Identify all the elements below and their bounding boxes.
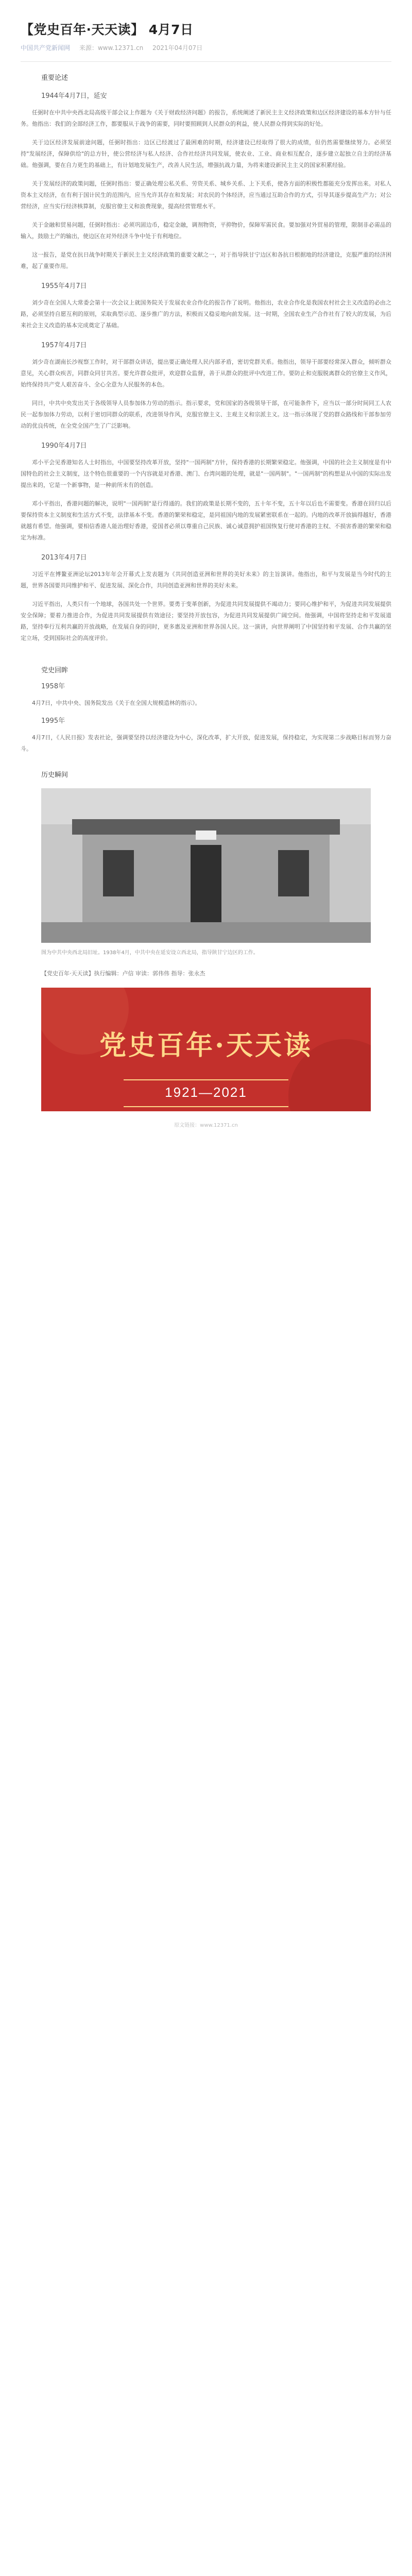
banner-title: 党史百年·天天读 bbox=[99, 1030, 313, 1061]
footer-source-link[interactable]: 原文链接：www.12371.cn bbox=[174, 1123, 238, 1128]
event-date: 1957年4月7日 bbox=[41, 342, 87, 349]
historic-building-image bbox=[41, 788, 371, 943]
photo-caption: 图为中共中央西北局旧址。1938年4月，中共中央在延安设立西北局，指导陕甘宁边区的工作。 bbox=[41, 950, 259, 956]
event-date: 2013年4月7日 bbox=[41, 554, 87, 562]
event-paragraph: 关于金融和贸易问题，任弼时指出：必须巩固边币，稳定金融，调剂物资，平抑物价，保障军需民食。要加强对外贸易的管理，限制非必需品的输入，鼓励土产的输出，使边区在对外经济斗争中处于有利地位。 bbox=[21, 222, 391, 240]
article-meta bbox=[21, 43, 391, 52]
event-paragraph: 这一报告，是党在抗日战争时期关于新民主主义经济政策的重要文献之一，对于指导陕甘宁边区和各抗日根据地的经济建设，克服严重的经济困难，起了重要作用。 bbox=[21, 251, 391, 269]
meta-site-link[interactable]: 中国共产党新闻网 bbox=[21, 44, 71, 52]
event-paragraph: 邓小平会见香港知名人士时指出，中国要坚持改革开放，坚持"一国两制"方针，保持香港的长期繁荣稳定。他强调，中国的社会主义制度是有中国特色的社会主义制度，这个特色很重要的一个内容就是对香港、澳门、台湾问题的处理，就是"一国两制"。"一国两制"的构想是从中国的实际出发提出来的，它是一个新事物，是一种前所未有的创造。 bbox=[21, 459, 391, 488]
banner-years: 1921—2021 bbox=[165, 1084, 247, 1100]
event-paragraph: 习近平指出，人类只有一个地球，各国共处一个世界。要勇于变革创新，为促进共同发展提供不竭动力；要同心维护和平，为促进共同发展提供安全保障；要着力推进合作，为促进共同发展提供有效途径；要坚持开放包容，为促进共同发展提供广阔空间。他强调，中国将坚持走和平发展道路，坚持奉行互利共赢的开放战略，在发展自身的同时，更多惠及亚洲和世界各国人民。这一演讲，向世界阐明了中国坚持和平发展、合作共赢的坚定立场，受到国际社会的高度评价。 bbox=[21, 601, 391, 641]
article-title: 【党史百年·天天读】 4月7日 bbox=[21, 22, 194, 37]
series-banner bbox=[41, 988, 371, 1111]
history-date: 1958年 bbox=[41, 683, 65, 690]
event-paragraph: 关于边区经济发展前途问题，任弼时指出：边区已经渡过了最困难的时期，经济建设已经取得了很大的成绩，但仍然需要继续努力。必须坚持"发展经济，保障供给"的总方针，使公营经济与私人经济、合作社经济共同发展，使农业、工业、商业相互配合，逐步建立起独立自主的经济基础。他强调，要在自力更生的基础上，有计划地发展生产，改善人民生活，增强抗战力量，为将来建设新民主主义的国家积累经验。 bbox=[21, 139, 391, 168]
section-important: 重要论述 bbox=[41, 74, 68, 82]
meta-date: 2021年04月07日 bbox=[152, 44, 203, 52]
event-paragraph: 刘少奇在全国人大常委会第十一次会议上就国务院关于发展农业合作化的报告作了说明。他指出，农业合作化是我国农村社会主义改造的必由之路，必须坚持自愿互利的原则，采取典型示范、逐步推广的方法，积极而又稳妥地向前发展。这一时期，全国农业生产合作社有了较大的发展，为后来社会主义改造的基本完成奠定了基础。 bbox=[21, 299, 391, 329]
event-block bbox=[21, 440, 391, 544]
editor-note: 【党史百年·天天读】执行编辑：卢信 审读：郭伟伟 指导：张永杰 bbox=[41, 970, 205, 977]
event-paragraph: 关于发展经济的政策问题，任弼时指出：要正确处理公私关系、劳资关系、城乡关系、上下关系，使各方面的积极性都能充分发挥出来。对私人资本主义经济，在有利于国计民生的范围内，应当允许其存在和发展；对农民的个体经济，应当通过互助合作的方式，引导其逐步提高生产力；对公营经济，应当实行经济核算制，克服官僚主义和浪费现象，提高经营管理水平。 bbox=[21, 180, 391, 210]
event-block bbox=[21, 90, 391, 272]
event-paragraph: 同日，中共中央发出关于各级领导人员参加体力劳动的指示。指示要求，党和国家的各级领导干部，在可能条件下，应当以一部分时间同工人农民一起参加体力劳动，以利于密切同群众的联系，改进领导作风，克服官僚主义、主观主义和宗派主义。这一指示体现了党的群众路线和干部参加劳动的优良传统，在全党全国产生了广泛影响。 bbox=[21, 400, 391, 429]
event-paragraph: 习近平在博鳌亚洲论坛2013年年会开幕式上发表题为《共同创造亚洲和世界的美好未来》的主旨演讲。他指出，和平与发展是当今时代的主题，世界各国要共同维护和平、促进发展、深化合作，共同创造亚洲和世界的美好未来。 bbox=[21, 571, 391, 589]
events-list bbox=[21, 90, 391, 644]
event-paragraph: 邓小平指出，香港问题的解决，说明"一国两制"是行得通的。我们的政策是长期不变的，五十年不变，五十年以后也不需要变。香港在回归以后要保持资本主义制度和生活方式不变，法律基本不变。香港的繁荣和稳定，是同祖国内地的发展紧密联系在一起的。内地的改革开放搞得越好，香港就越有希望。他强调，要相信香港人能治理好香港，爱国者必须以尊重自己民族、诚心诚意拥护祖国恢复行使对香港的主权、不损害香港的繁荣和稳定为标准。 bbox=[21, 500, 391, 541]
event-paragraph: 刘少奇在湖南长沙视察工作时，对干部群众讲话，提出要正确处理人民内部矛盾，密切党群关系。他指出，领导干部要经常深入群众，倾听群众意见，关心群众疾苦，同群众同甘共苦。要允许群众批评，欢迎群众监督，善于从群众的批评中改进工作。要防止和克服脱离群众的官僚主义作风，始终保持共产党人艰苦奋斗、全心全意为人民服务的本色。 bbox=[21, 359, 391, 388]
event-paragraph: 任弼时在中共中央西北局高级干部会议上作题为《关于财政经济问题》的报告，系统阐述了新民主主义经济政策和边区经济建设的基本方针与任务。他指出：我们的全部经济工作，都要服从于战争的需要，同时要照顾到人民群众的利益，使人民群众得到实际的好处。 bbox=[21, 109, 391, 127]
event-date: 1944年4月7日，延安 bbox=[41, 92, 107, 100]
section-history: 党史回眸 bbox=[41, 667, 68, 674]
title-divider bbox=[21, 61, 391, 62]
history-list bbox=[21, 681, 391, 755]
history-paragraph: 4月7日，中共中央、国务院发出《关于在全国大规模造林的指示》。 bbox=[32, 700, 201, 706]
section-photo: 历史瞬间 bbox=[41, 771, 68, 779]
event-date: 1990年4月7日 bbox=[41, 442, 87, 450]
event-block bbox=[21, 280, 391, 331]
event-date: 1955年4月7日 bbox=[41, 282, 87, 290]
historic-photo bbox=[41, 788, 371, 943]
event-block bbox=[21, 340, 391, 432]
history-paragraph: 4月7日，《人民日报》发表社论，强调要坚持以经济建设为中心，深化改革，扩大开放，促进发展，保持稳定，为实现第二步战略目标而努力奋斗。 bbox=[21, 734, 391, 752]
article-container bbox=[21, 0, 391, 1128]
event-block bbox=[21, 552, 391, 644]
history-date: 1995年 bbox=[41, 717, 65, 725]
meta-source: 来源：www.12371.cn bbox=[79, 44, 144, 52]
